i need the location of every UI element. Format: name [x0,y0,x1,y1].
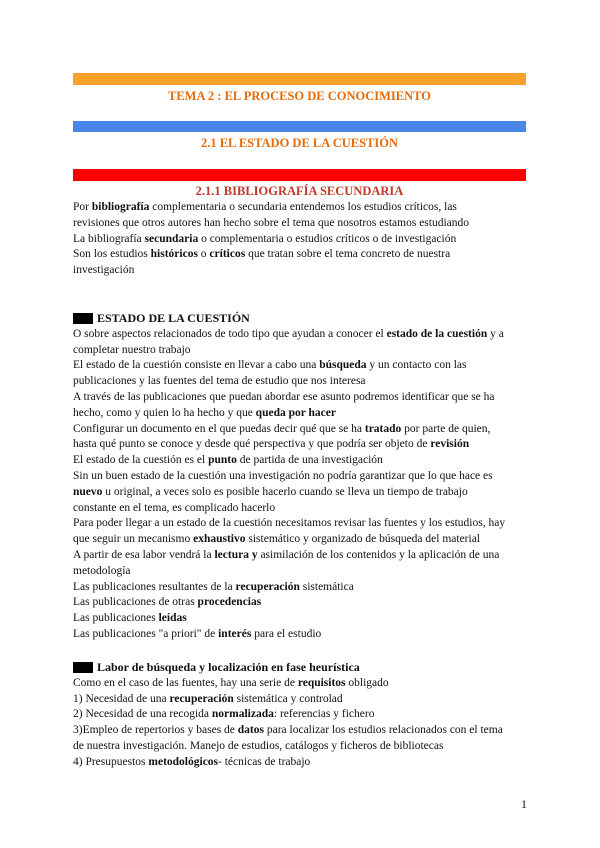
paragraph-line: revisiones que otros autores han hecho sobre el tema que nosotros estamos estudiando [73,216,470,229]
paragraph-line: constante en el tema, es complicado hacerlo [73,501,276,514]
paragraph-line: El estado de la cuestión es el punto de partida de una investigación [73,454,383,467]
red-subsection-bar [73,169,526,181]
paragraph-line: de nuestra investigación. Manejo de estudios, catálogos y ficheros de bibliotecas [73,739,444,752]
list-item: 4) Presupuestos metodológicos- técnicas de trabajo [73,755,311,768]
list-item: 3)Empleo de repertorios y bases de datos para localizar los estudios relacionados con el tema [73,724,503,737]
paragraph-line: El estado de la cuestión consiste en llevar a cabo una búsqueda y un contacto con las [73,359,467,372]
list-item: 2) Necesidad de una recogida normalizada: referencias y fichero [73,708,375,721]
section-heading: Labor de búsqueda y localización en fase heurística [73,660,528,676]
paragraph-line: Son los estudios históricos o críticos que tratan sobre el tema concreto de nuestra [73,248,451,261]
paragraph-line: Las publicaciones "a priori" de interés para el estudio [73,627,322,640]
paragraph-line: Las publicaciones de otras procedencias [73,596,262,609]
section-heading: ESTADO DE LA CUESTIÓN [73,311,528,327]
paragraph-line: La bibliografía secundaria o complementaria o estudios críticos o de investigación [73,232,457,245]
paragraph-line: O sobre aspectos relacionados de todo tipo que ayudan a conocer el estado de la cuestión y a [73,327,504,340]
orange-title-bar [73,73,526,85]
paragraph-line: publicaciones y las fuentes del tema de estudio que nos interesa [73,375,366,388]
paragraph-line: que seguir un mecanismo exhaustivo sistemático y organizado de búsqueda del material [73,533,481,546]
paragraph-line: Como en el caso de las fuentes, hay una serie de requisitos obligado [73,676,389,689]
black-block-icon [73,662,93,673]
subsection-title: 2.1.1 BIBLIOGRAFÍA SECUNDARIA [195,184,404,198]
paragraph-line: Las publicaciones resultantes de la recuperación sistemática [73,580,354,593]
paragraph-line: A través de las publicaciones que puedan abordar ese asunto podremos identificar que se ha [73,390,495,403]
paragraph-line: Las publicaciones leídas [73,612,187,625]
paragraph-line: completar nuestro trabajo [73,343,191,356]
bibliografia-block [73,200,528,279]
labor-busqueda-block [73,660,528,771]
list-item: 1) Necesidad de una recuperación sistemática y controlad [73,692,343,705]
paragraph-line: nuevo u original, a veces solo es posible hacerlo cuando se lleva un tiempo de trabajo [73,485,468,498]
page-number: 1 [521,797,527,811]
black-block-icon [73,313,93,324]
paragraph-line: investigación [73,264,135,277]
paragraph-line: A partir de esa labor vendrá la lectura y asimilación de los contenidos y la aplicación de una [73,548,500,561]
paragraph-line: Sin un buen estado de la cuestión una investigación no podría garantizar que lo que hace es [73,469,493,482]
paragraph-line: Para poder llegar a un estado de la cuestión necesitamos revisar las fuentes y los estudios, hay [73,517,506,530]
paragraph-line: hecho, como y quien lo ha hecho y que queda por hacer [73,406,336,419]
paragraph-line: Por bibliografía complementaria o secundaria entendemos los estudios críticos, las [73,201,457,213]
paragraph-line: hasta qué punto se conoce y desde qué perspectiva y que podría ser objeto de revisión [73,438,470,451]
blue-section-bar [73,121,526,132]
tema-title: TEMA 2 : EL PROCESO DE CONOCIMIENTO [167,89,431,103]
estado-cuestion-block [73,311,528,643]
section-title: 2.1 EL ESTADO DE LA CUESTIÓN [200,136,399,150]
paragraph-line: metodología [73,564,131,577]
paragraph-line: Configurar un documento en el que puedas decir qué que se ha tratado por parte de quien, [73,422,491,435]
